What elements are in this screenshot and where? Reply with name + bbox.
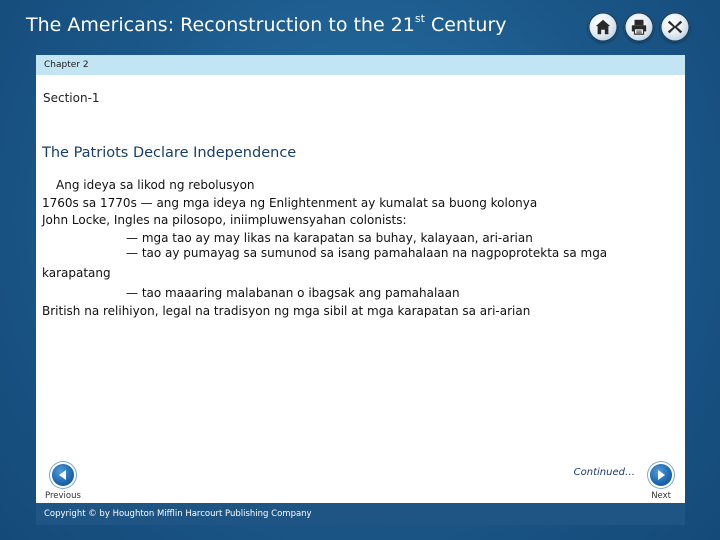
home-icon[interactable] [588, 12, 618, 42]
arrow-right-icon [655, 469, 667, 481]
body-line-wrap [42, 247, 662, 265]
page-heading: The Patriots Declare Independence [42, 145, 297, 161]
arrow-left-icon [57, 469, 69, 481]
print-icon[interactable] [624, 12, 654, 42]
next-label[interactable]: Next [651, 491, 671, 501]
body-line: — tao maaaring malabanan o ibagsak ang pamahalaan [126, 286, 460, 300]
body-line: — mga tao ay may likas na karapatan sa buhay, kalayaan, ari-arian [126, 230, 533, 245]
chapter-label: Chapter 2 [44, 60, 89, 70]
next-button[interactable] [650, 464, 672, 486]
body-line: Ang ideya sa likod ng rebolusyon [56, 178, 255, 192]
body-line: British na relihiyon, legal na tradisyon ng mga sibil at mga karapatan sa ari-arian [42, 303, 531, 318]
previous-label[interactable]: Previous [45, 491, 81, 501]
body-line: 1760s sa 1770s — ang mga ideya ng Enlightenment ay kumalat sa buong kolonya [42, 195, 538, 210]
chapter-bar [36, 55, 685, 75]
body-line: karapatang [42, 265, 111, 280]
body-line: — tao ay pumayag sa sumunod sa isang pamahalaan na nagpoprotekta sa mga [126, 246, 608, 260]
continued-label: Continued… [573, 467, 635, 478]
top-toolbar [588, 12, 690, 42]
section-label: Section-1 [43, 91, 100, 105]
close-icon[interactable] [660, 12, 690, 42]
previous-button[interactable] [52, 464, 74, 486]
body-text [42, 177, 662, 320]
copyright-footer: Copyright © by Houghton Mifflin Harcourt Publishing Company [36, 503, 685, 525]
app-title: The Americans: Reconstruction to the 21st Century [26, 12, 507, 36]
body-line: John Locke, Ingles na pilosopo, iniimpluwensyahan colonists: [42, 213, 407, 227]
content-panel [36, 75, 685, 503]
